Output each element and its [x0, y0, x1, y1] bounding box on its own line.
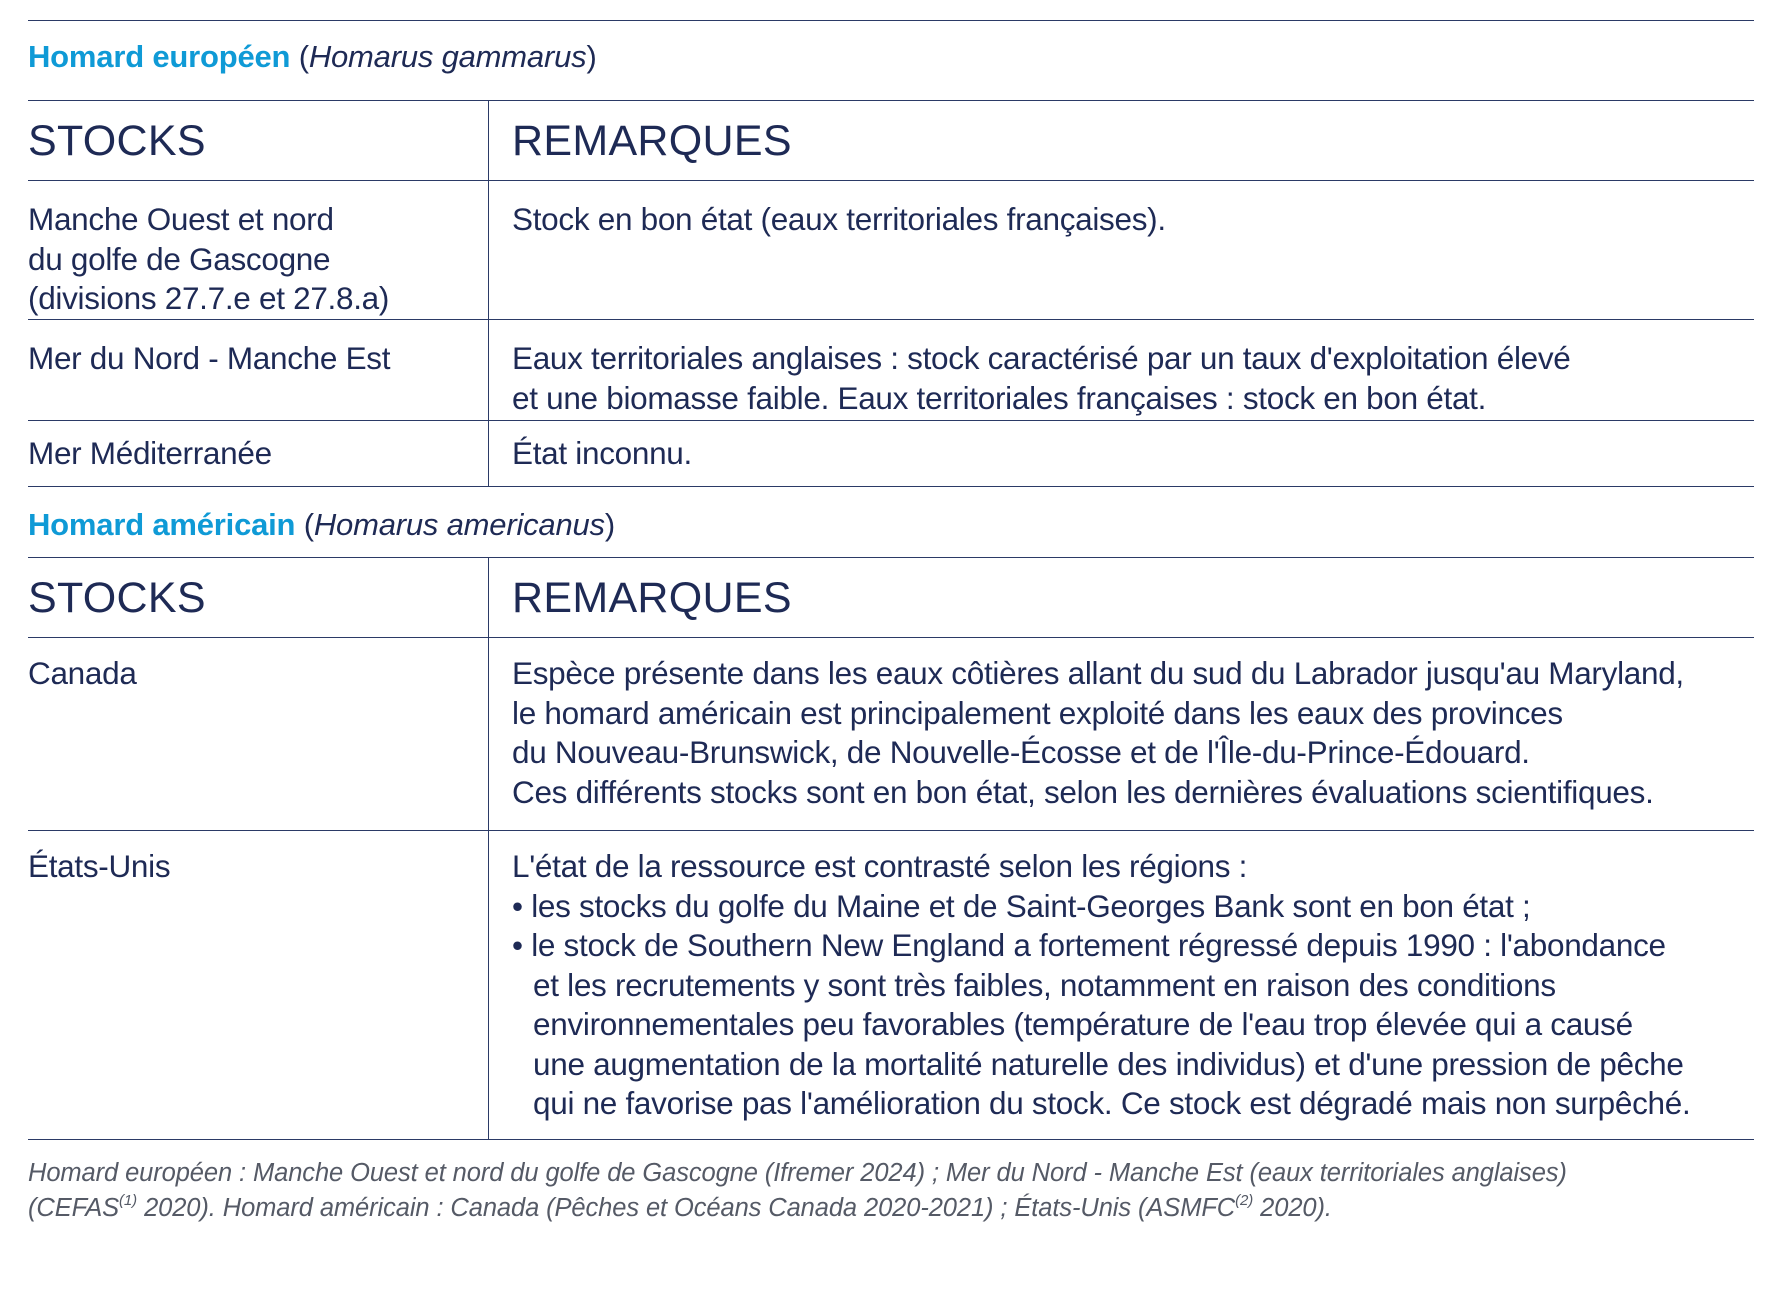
- footnote-text: 2020).: [1253, 1194, 1332, 1222]
- bullet-continuation: et les recrutements y sont très faibles, notamment en raison des conditions: [533, 966, 1556, 1003]
- stock-line: (divisions 27.7.e et 27.8.a): [28, 280, 390, 316]
- species-title-american: Homard américain (Homarus americanus): [28, 507, 615, 542]
- bullet-continuation: environnementales peu favorables (température de l'eau trop élevée qui a causé: [533, 1006, 1633, 1042]
- remark-line: Ces différents stocks sont en bon état, selon les dernières évaluations scientifiques.: [512, 773, 1654, 810]
- column-header-remarks: REMARQUES: [512, 574, 792, 622]
- stock-line: États-Unis: [28, 848, 171, 884]
- remark-cell: [489, 181, 1754, 319]
- stock-line: du golfe de Gascogne: [28, 240, 331, 277]
- table-row: [28, 420, 1754, 487]
- footnote-line: Homard européen : Manche Ouest et nord du golfe de Gascogne (Ifremer 2024) ; Mer du Nord - Manche Est (eaux territoriales anglaises): [28, 1159, 1567, 1187]
- footnote-text: 2020). Homard américain : Canada (Pêches et Océans Canada 2020-2021) ; États-Unis (ASMFC: [137, 1194, 1236, 1222]
- remark-line: le homard américain est principalement exploité dans les eaux des provinces: [512, 694, 1563, 731]
- species-latin-name: Homarus americanus: [313, 507, 605, 542]
- remark-line: et une biomasse faible. Eaux territoriales françaises : stock en bon état.: [512, 379, 1487, 416]
- column-header-stocks: STOCKS: [28, 558, 489, 637]
- list-item: • le stock de Southern New England a fortement régressé depuis 1990 : l'abondance et les recrutements y sont très faibles, notamment en raison des conditions environnementales peu favorables (température de l'eau trop élevée qui a causé une augmentation de la mortalité naturelle des individus) et d'une pression de pêche qui ne favorise pas l'amélioration du stock. Ce stock est dégradé mais non surpêché.: [512, 926, 1754, 1124]
- remark-cell: [489, 421, 1754, 486]
- bullet-text: les stocks du golfe du Maine et de Saint-Georges Bank sont en bon état ;: [531, 887, 1531, 924]
- footnote-line: [28, 1191, 1754, 1226]
- table-header-row: [28, 100, 1754, 180]
- bullet-continuation: qui ne favorise pas l'amélioration du stock. Ce stock est dégradé mais non surpêché.: [533, 1085, 1691, 1121]
- table-row: [28, 319, 1754, 420]
- stock-cell: [28, 181, 489, 319]
- table-row: [28, 180, 1754, 319]
- stock-line: Mer Méditerranée: [28, 435, 272, 471]
- footnote-ref: (2): [1235, 1192, 1254, 1209]
- species-common-name: Homard américain: [28, 507, 296, 542]
- remark-line: Stock en bon état (eaux territoriales françaises).: [512, 201, 1166, 237]
- stock-line: Mer du Nord - Manche Est: [28, 340, 391, 376]
- species-common-name: Homard européen: [28, 39, 291, 74]
- column-header-remarks: REMARQUES: [512, 117, 792, 165]
- stock-cell: [28, 638, 489, 830]
- stock-cell: [28, 831, 489, 1139]
- remark-line: État inconnu.: [512, 435, 692, 471]
- remark-cell: [489, 831, 1754, 1139]
- table-header-row: [28, 557, 1754, 637]
- species-latin-name: Homarus gammarus: [308, 39, 587, 74]
- document-page: [28, 20, 1754, 1226]
- footnote-ref: (1): [119, 1192, 138, 1209]
- bullet-continuation: une augmentation de la mortalité naturelle des individus) et d'une pression de pêche: [533, 1045, 1684, 1082]
- list-item: • les stocks du golfe du Maine et de Saint-Georges Bank sont en bon état ;: [512, 887, 1531, 924]
- remark-line: du Nouveau-Brunswick, de Nouvelle-Écosse et de l'Île-du-Prince-Édouard.: [512, 734, 1530, 770]
- table-row: [28, 830, 1754, 1140]
- remark-intro: L'état de la ressource est contrasté selon les régions :: [512, 848, 1248, 884]
- remark-cell: [489, 638, 1754, 830]
- bullet-text: le stock de Southern New England a fortement régressé depuis 1990 : l'abondance: [531, 927, 1666, 963]
- column-header-stocks: STOCKS: [28, 101, 489, 180]
- remark-line: Espèce présente dans les eaux côtières allant du sud du Labrador jusqu'au Maryland,: [512, 655, 1684, 691]
- footnote-text: (CEFAS: [28, 1194, 120, 1222]
- species-title-european: Homard européen (Homarus gammarus): [28, 39, 597, 74]
- source-footnote: [28, 1156, 1754, 1226]
- stock-line: Manche Ouest et nord: [28, 201, 334, 237]
- stock-cell: [28, 320, 489, 420]
- table-row: [28, 637, 1754, 830]
- remark-cell: [489, 320, 1754, 420]
- stock-line: Canada: [28, 655, 137, 691]
- remark-line: Eaux territoriales anglaises : stock caractérisé par un taux d'exploitation élevé: [512, 340, 1571, 376]
- stock-cell: [28, 421, 489, 486]
